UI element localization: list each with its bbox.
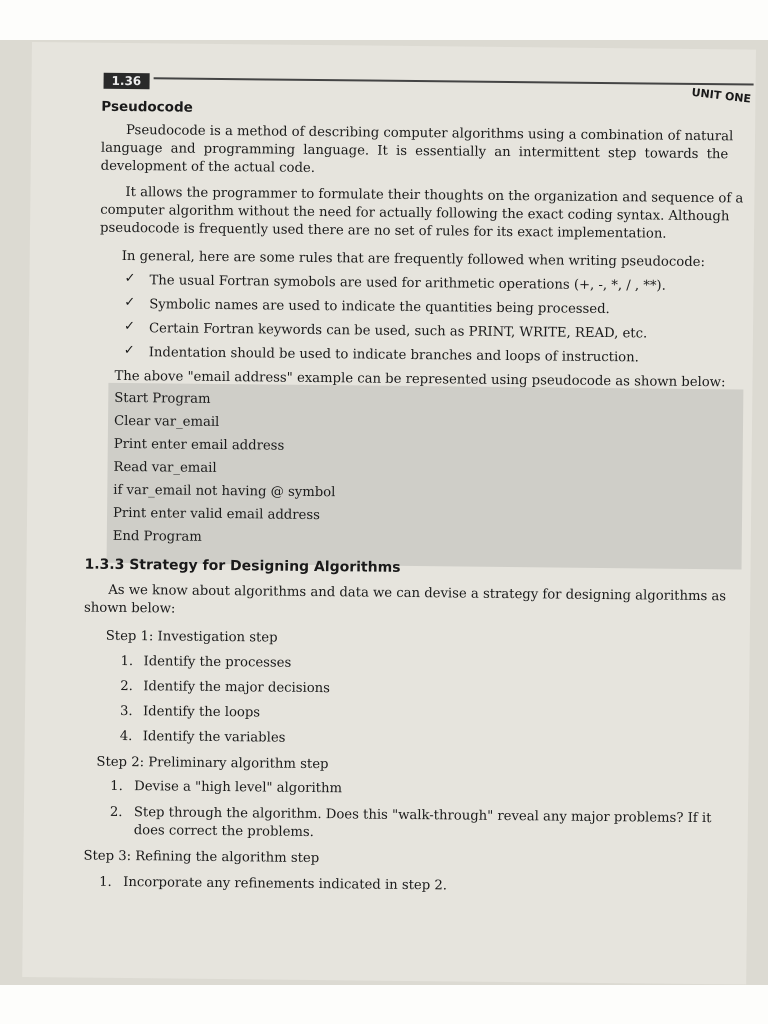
step1-item: Identify the processes (143, 654, 292, 671)
header-rule (154, 77, 754, 85)
para2-line2: computer algorithm without the need for actually following the exact coding syntax. Although (100, 202, 730, 225)
checkmark-icon: ✓ (123, 342, 135, 359)
step2-title: Step 2: Preliminary algorithm step (96, 754, 329, 773)
list-number: 2. (109, 804, 123, 820)
list-number: 2. (120, 678, 133, 695)
example-intro: The above "email address" example can be represented using pseudocode as shown below: (114, 368, 726, 391)
strategy-intro-line2: shown below: (83, 600, 176, 617)
checkmark-icon: ✓ (123, 318, 136, 335)
step1-title: Step 1: Investigation step (105, 628, 278, 646)
section-title-pseudocode: Pseudocode (101, 98, 193, 116)
code-line: Read var_email (113, 459, 217, 476)
step2-item-line2: does correct the problems. (133, 823, 314, 840)
code-line: Print enter email address (113, 436, 285, 454)
page-number-badge: 1.36 (104, 73, 150, 89)
strategy-intro-line1: As we know about algorithms and data we can devise a strategy for designing algorithms as (108, 582, 727, 605)
para1-line3: development of the actual code. (100, 158, 316, 176)
code-line: Clear var_email (113, 413, 220, 430)
step1-item: Identify the major decisions (143, 679, 331, 697)
list-number: 4. (119, 728, 133, 745)
rule-item: Indentation should be used to indicate branches and loops of instruction. (148, 345, 639, 366)
rule-item: Symbolic names are used to indicate the quantities being processed. (149, 297, 610, 318)
step3-title: Step 3: Refining the algorithm step (83, 848, 320, 867)
para2-line1: It allows the programmer to formulate their thoughts on the organization and sequence of a (125, 184, 744, 207)
unit-label: UNIT ONE (691, 85, 753, 106)
step1-item: Identify the loops (142, 704, 261, 721)
code-line: if var_email not having @ symbol (113, 482, 336, 501)
checkmark-icon: ✓ (124, 270, 136, 287)
step2-item-line1: Step through the algorithm. Does this "walk-through" reveal any major problems? If it (133, 805, 712, 827)
section-title-strategy: 1.3.3 Strategy for Designing Algorithms (84, 556, 401, 576)
code-line: End Program (112, 528, 202, 545)
code-line: Print enter valid email address (112, 505, 320, 524)
para1-line1: Pseudocode is a method of describing computer algorithms using a combination of natural (125, 122, 734, 145)
book-page (22, 42, 756, 985)
para2-line3: pseudocode is frequently used there are no set of rules for its exact implementation. (99, 220, 667, 242)
step3-item: Incorporate any refinements indicated in step 2. (123, 875, 448, 894)
checkmark-icon: ✓ (124, 294, 136, 311)
list-number: 1. (110, 778, 123, 794)
step1-item: Identify the variables (142, 729, 286, 746)
list-number: 1. (120, 653, 134, 670)
para1-line2: language and programming language. It is essentially an intermittent step towards the (100, 140, 729, 163)
step2-item: Devise a "high level" algorithm (134, 779, 343, 797)
code-line: Start Program (114, 390, 211, 407)
rule-item: The usual Fortran symobols are used for arithmetic operations (+, -, *, / , **). (149, 273, 666, 294)
list-number: 1. (99, 874, 112, 890)
list-number: 3. (119, 703, 133, 720)
rule-item: Certain Fortran keywords can be used, such as PRINT, WRITE, READ, etc. (148, 321, 648, 342)
rules-intro: In general, here are some rules that are frequently followed when writing pseudocode: (121, 248, 706, 271)
